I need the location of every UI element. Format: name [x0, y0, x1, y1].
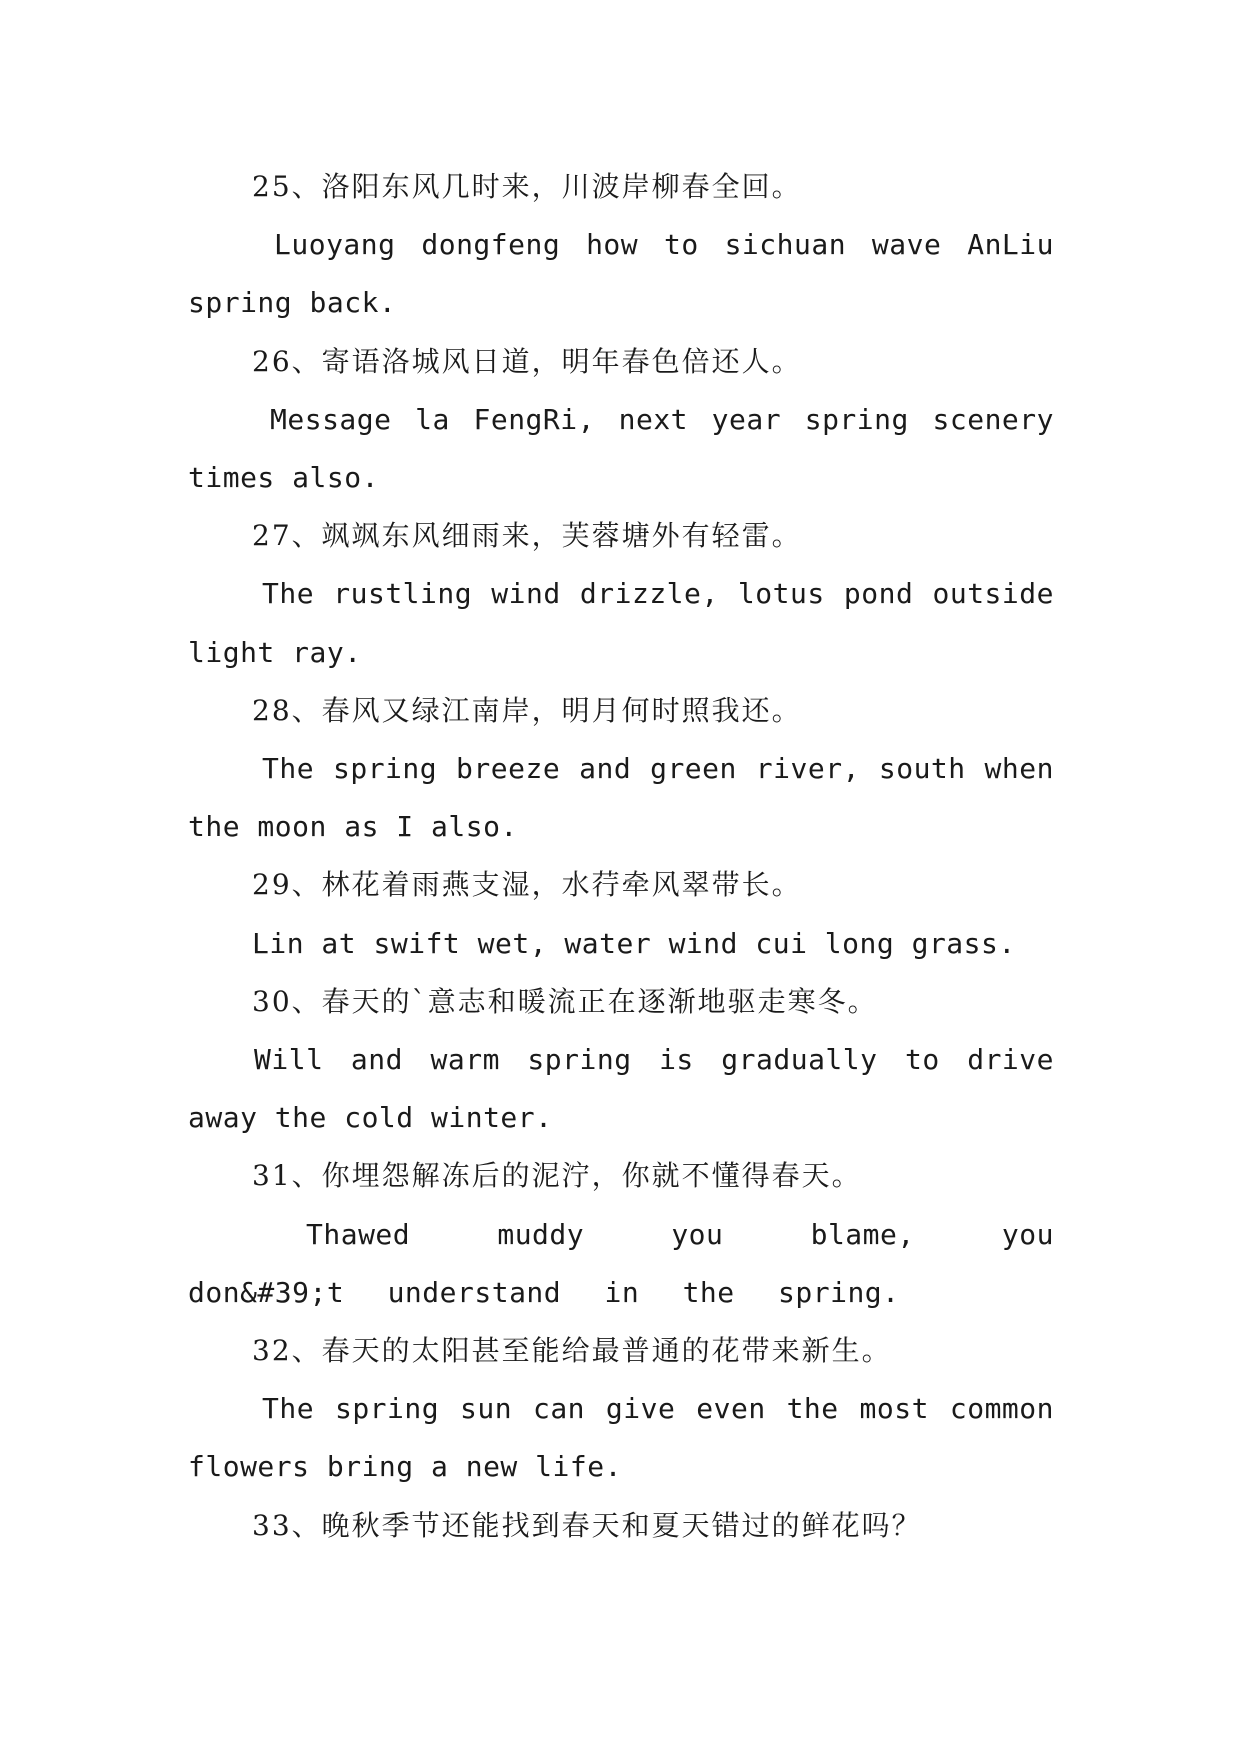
entry-31-chinese: 31、你埋怨解冻后的泥泞，你就不懂得春天。	[252, 1159, 862, 1193]
entry-32-english: The spring sun can give even the most common flowers bring a new life.	[188, 1392, 1054, 1484]
entry-31-english: Thawed muddy you blame, you don&#39;t understand in the spring.	[188, 1217, 1054, 1309]
entry-29-chinese: 29、林花着雨燕支湿，水荇牵风翠带长。	[252, 868, 802, 902]
entry-29-english: Lin at swift wet, water wind cui long grass.	[252, 926, 1016, 960]
entry-30-english: Will and warm spring is gradually to drive away the cold winter.	[188, 1043, 1054, 1135]
entry-28-english: The spring breeze and green river, south when the moon as I also.	[188, 752, 1054, 844]
document-body	[188, 158, 1054, 1555]
entry-27-english: The rustling wind drizzle, lotus pond outside light ray.	[188, 577, 1054, 669]
entry-25-chinese: 25、洛阳东风几时来，川波岸柳春全回。	[252, 170, 802, 203]
entry-28-chinese: 28、春风又绿江南岸，明月何时照我还。	[252, 693, 802, 727]
entry-26-english: Message la FengRi, next year spring scenery times also.	[188, 402, 1054, 495]
entry-32-chinese: 32、春天的太阳甚至能给最普通的花带来新生。	[252, 1334, 892, 1368]
entry-33-chinese: 33、晚秋季节还能找到春天和夏天错过的鲜花吗？	[252, 1508, 922, 1542]
entry-30-chinese: 30、春天的`意志和暖流正在逐渐地驱走寒冬。	[252, 984, 878, 1018]
entry-25-english: Luoyang dongfeng how to sichuan wave AnLiu spring back.	[188, 228, 1054, 320]
entry-27-chinese: 27、飒飒东风细雨来，芙蓉塘外有轻雷。	[252, 519, 802, 553]
entry-26-chinese: 26、寄语洛城风日道，明年春色倍还人。	[252, 344, 802, 378]
